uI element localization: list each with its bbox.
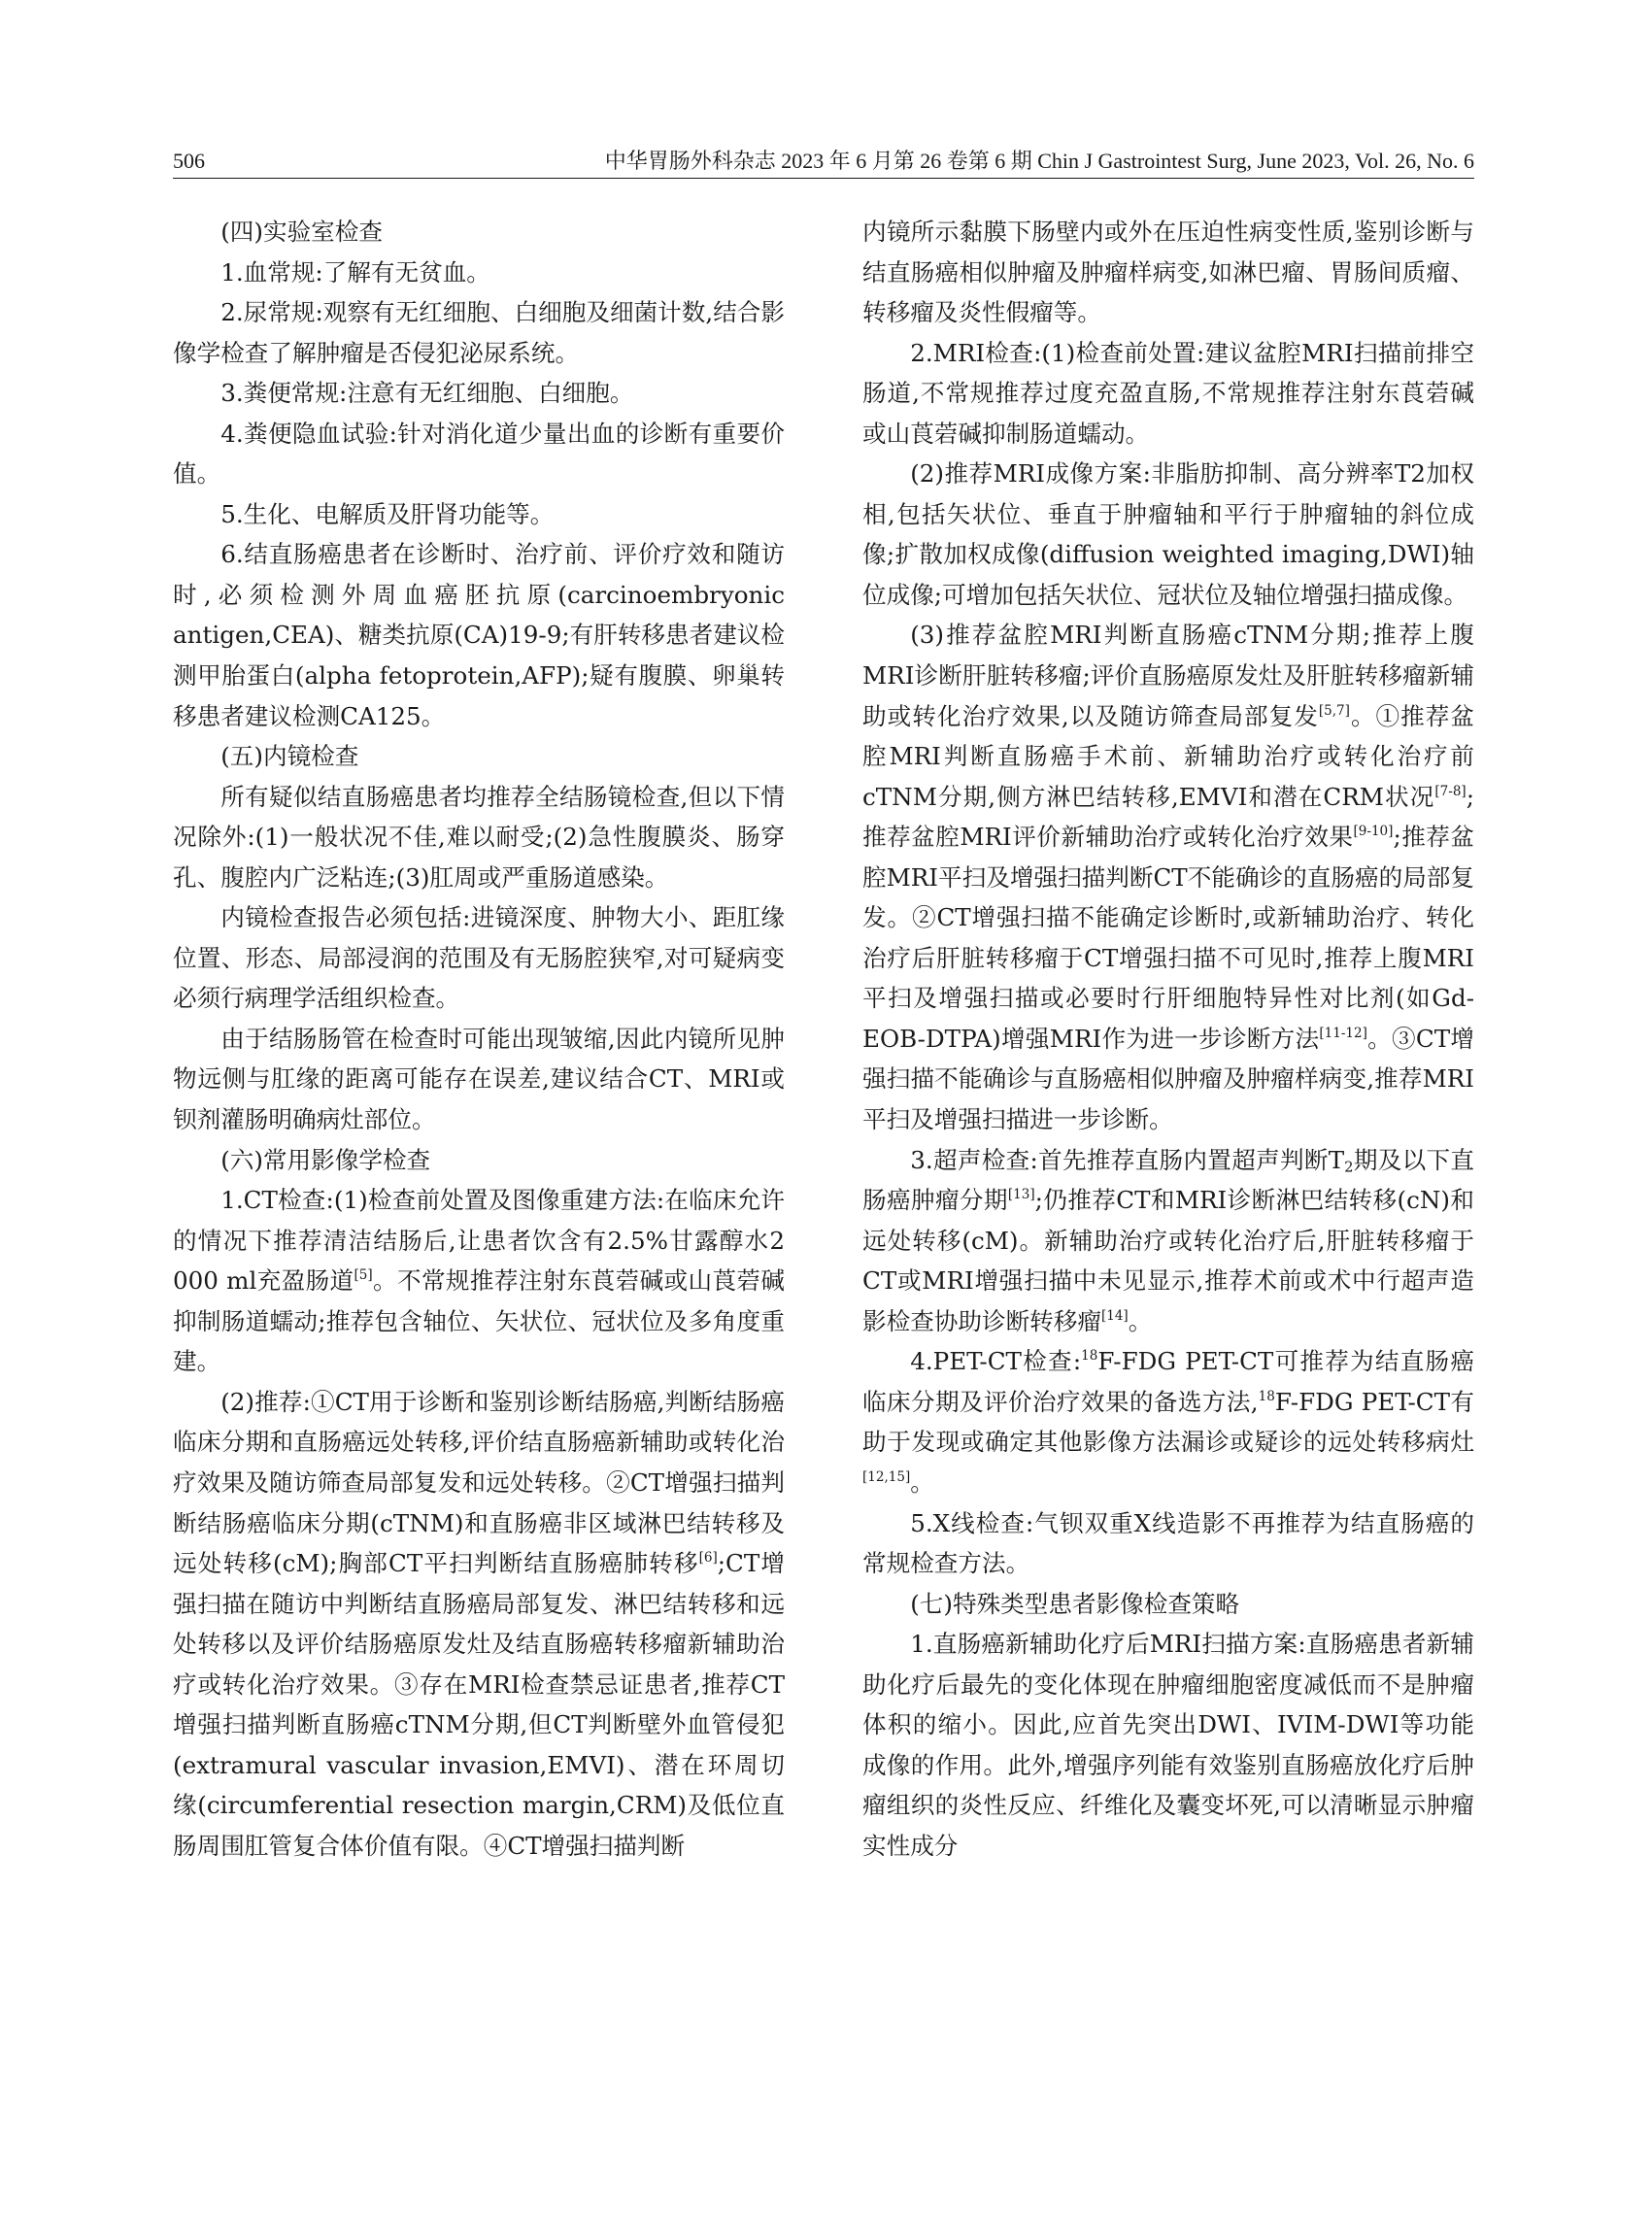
text-run: 1.CT检查:(1)检查前处置及图像重建方法:在临床允许的情况下推荐清洁结肠后,让患者饮含有2.5%甘露醇水2 000 ml充盈肠道 — [173, 1186, 785, 1296]
text-run: (3)推荐盆腔MRI判断直肠癌cTNM分期;推荐上腹MRI诊断肝脏转移瘤;评价直肠癌原发灶及肝脏转移瘤新辅助或转化治疗效果,以及随访筛查局部复发 — [862, 621, 1474, 730]
left-column — [173, 212, 785, 1866]
paragraph: (2)推荐MRI成像方案:非脂肪抑制、高分辨率T2加权相,包括矢状位、垂直于肿瘤轴和平行于肿瘤轴的斜位成像;扩散加权成像(diffusion weighted imaging,DWI)轴位成像;可增加包括矢状位、冠状位及轴位增强扫描成像。 — [862, 459, 1474, 609]
text-run: ;CT增强扫描在随访中判断结直肠癌局部复发、淋巴结转移和远处转移以及评价结肠癌原发灶及结直肠癌转移瘤新辅助治疗或转化治疗效果。③存在MRI检查禁忌证患者,推荐CT增强扫描判断直肠癌cTNM分期,但CT判断壁外血管侵犯(extramural vascular invasion,EMVI)、潜在环周切缘(circumferential resection margin,CRM)及低位直肠周围肛管复合体价值有限。④CT增强扫描判断 — [173, 1549, 786, 1860]
text-run: 3.超声检查:首先推荐直肠内置超声判断T — [910, 1145, 1345, 1174]
paragraph — [862, 1341, 1474, 1502]
citation: [13] — [1007, 1186, 1035, 1202]
paragraph: 3.粪便常规:注意有无红细胞、白细胞。 — [220, 379, 634, 408]
paragraph — [862, 1140, 1474, 1342]
citation: [6] — [698, 1549, 718, 1566]
paragraph: 6.结直肠癌患者在诊断时、治疗前、评价疗效和随访时,必须检测外周血癌胚抗原(carcinoembryonic antigen,CEA)、糖类抗原(CA)19-9;有肝转移患者建议检测甲胎蛋白(alpha fetoprotein,AFP);疑有腹膜、卵巢转移患者建议检测CA125。 — [173, 540, 785, 730]
text-run: ;仍推荐CT和MRI诊断淋巴结转移(cN)和远处转移(cM)。新辅助治疗或转化治疗后,肝脏转移瘤于CT或MRI增强扫描中未见显示,推荐术前或术中行超声造影检查协助诊断转移瘤 — [862, 1186, 1474, 1335]
text-run: 期及以下直肠癌肿瘤分期 — [862, 1145, 1474, 1215]
text-run: 4.PET-CT检查: — [910, 1347, 1082, 1376]
citation: [9-10] — [1353, 824, 1394, 840]
paragraph: 4.粪便隐血试验:针对消化道少量出血的诊断有重要价值。 — [173, 419, 785, 489]
page-number: 506 — [173, 149, 205, 173]
paragraph: 1.血常规:了解有无贫血。 — [220, 257, 490, 287]
paragraph — [862, 615, 1474, 1139]
citation: [5,7] — [1318, 702, 1350, 719]
text-run: 。 — [910, 1467, 934, 1497]
right-column — [862, 212, 1474, 1866]
text-run: 。①推荐盆腔MRI判断直肠癌手术前、新辅助治疗或转化治疗前cTNM分期,侧方淋巴结转移,EMVI和潜在CRM状况 — [862, 701, 1474, 811]
paragraph: 内镜检查报告必须包括:进镜深度、肿物大小、距肛缘位置、形态、局部浸润的范围及有无肠腔狭窄,对可疑病变必须行病理学活组织检查。 — [173, 903, 785, 1013]
paragraph: 2.尿常规:观察有无红细胞、白细胞及细菌计数,结合影像学检查了解肿瘤是否侵犯泌尿系统。 — [173, 298, 785, 367]
text-run: F-FDG PET-CT有助于发现或确定其他影像方法漏诊或疑诊的远处转移病灶 — [862, 1387, 1474, 1457]
paragraph: 5.生化、电解质及肝肾功能等。 — [220, 499, 555, 528]
text-run: F-FDG PET-CT可推荐为结直肠癌临床分期及评价治疗效果的备选方法, — [862, 1347, 1474, 1416]
text-run: 。 — [1128, 1306, 1153, 1335]
text-run: 。不常规推荐注射东莨菪碱或山莨菪碱抑制肠道蠕动;推荐包含轴位、矢状位、冠状位及多角度重建。 — [173, 1266, 785, 1376]
subscript: 2 — [1344, 1159, 1354, 1176]
isotope-mass: 18 — [1081, 1348, 1098, 1365]
paragraph: 所有疑似结直肠癌患者均推荐全结肠镜检查,但以下情况除外:(1)一般状况不佳,难以耐受;(2)急性腹膜炎、肠穿孔、腹腔内广泛粘连;(3)肛周或严重肠道感染。 — [173, 782, 785, 892]
paragraph: 由于结肠肠管在检查时可能出现皱缩,因此内镜所见肿物远侧与肛缘的距离可能存在误差,建议结合CT、MRI或钡剂灌肠明确病灶部位。 — [173, 1024, 785, 1134]
paragraph: 2.MRI检查:(1)检查前处置:建议盆腔MRI扫描前排空肠道,不常规推荐过度充盈直肠,不常规推荐注射东莨菪碱或山莨菪碱抑制肠道蠕动。 — [862, 338, 1474, 448]
citation: [7-8] — [1434, 783, 1467, 799]
running-header — [173, 144, 1474, 179]
paragraph — [173, 1382, 785, 1867]
paragraph: 1.直肠癌新辅助化疗后MRI扫描方案:直肠癌患者新辅助化疗后最先的变化体现在肿瘤细胞密度减低而不是肿瘤体积的缩小。因此,应首先突出DWI、IVIM-DWI等功能成像的作用。此外,增强序列能有效鉴别直肠癌放化疗后肿瘤组织的炎性反应、纤维化及囊变坏死,可以清晰显示肿瘤实性成分 — [862, 1630, 1474, 1860]
header-rule — [173, 178, 1474, 179]
section-heading-special: (七)特殊类型患者影像检查策略 — [910, 1589, 1240, 1618]
paragraph: 5.X线检查:气钡双重X线造影不再推荐为结直肠癌的常规检查方法。 — [862, 1508, 1474, 1578]
journal-citation: 中华胃肠外科杂志 2023 年 6 月第 26 卷第 6 期 Chin J Gastrointest Surg, June 2023, Vol. 26, No. 6 — [604, 149, 1474, 173]
paragraph — [173, 1180, 785, 1382]
paragraph-continued: 内镜所示黏膜下肠壁内或外在压迫性病变性质,鉴别诊断与结直肠癌相似肿瘤及肿瘤样病变,如淋巴瘤、胃肠间质瘤、转移瘤及炎性假瘤等。 — [862, 218, 1474, 327]
citation: [14] — [1100, 1307, 1129, 1324]
text-run: 。③CT增强扫描不能确诊与直肠癌相似肿瘤及肿瘤样病变,推荐MRI平扫及增强扫描进一步诊断。 — [862, 1024, 1474, 1134]
citation: [11-12] — [1319, 1025, 1367, 1041]
section-heading-imaging: (六)常用影像学检查 — [220, 1145, 431, 1174]
text-run: (2)推荐:①CT用于诊断和鉴别诊断结肠癌,判断结肠癌临床分期和直肠癌远处转移,评价结直肠癌新辅助或转化治疗效果及随访筛查局部复发和远处转移。②CT增强扫描判断结肠癌临床分期(cTNM)和直肠癌非区域淋巴结转移及远处转移(cM);胸部CT平扫判断结直肠癌肺转移 — [173, 1387, 785, 1578]
text-run: ;推荐盆腔MRI平扫及增强扫描判断CT不能确诊的直肠癌的局部复发。②CT增强扫描不能确定诊断时,或新辅助治疗、转化治疗后肝脏转移瘤于CT增强扫描不可见时,推荐上腹MRI平扫及增强扫描或必要时行肝细胞特异性对比剂(如Gd-EOB-DTPA)增强MRI作为进一步诊断方法 — [862, 823, 1474, 1053]
text-run: ;推荐盆腔MRI评价新辅助治疗或转化治疗效果 — [862, 782, 1474, 852]
section-heading-lab: (四)实验室检查 — [220, 218, 383, 246]
citation: [12,15] — [862, 1468, 911, 1485]
section-heading-endoscopy: (五)内镜检查 — [220, 742, 359, 771]
citation: [5] — [354, 1267, 373, 1284]
isotope-mass: 18 — [1258, 1388, 1275, 1404]
